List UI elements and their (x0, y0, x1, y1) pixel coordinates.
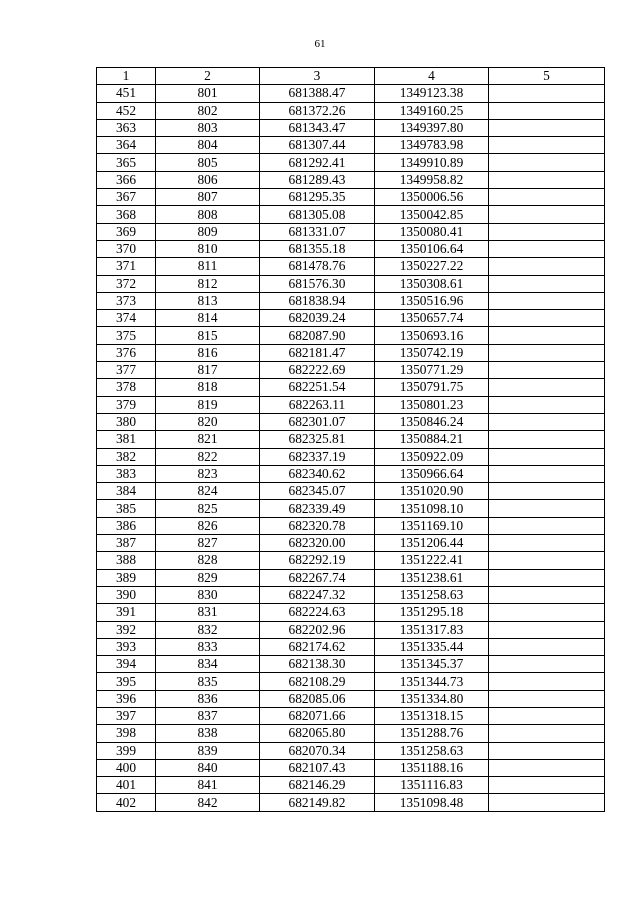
table-row (97, 742, 605, 759)
cell-col-5 (489, 240, 605, 257)
cell-col-1: 366 (97, 171, 156, 188)
cell-col-2: 837 (156, 707, 260, 724)
cell-col-2: 804 (156, 137, 260, 154)
cell-col-3: 682320.00 (260, 535, 375, 552)
cell-col-5 (489, 275, 605, 292)
cell-col-3: 681343.47 (260, 119, 375, 136)
cell-col-2: 809 (156, 223, 260, 240)
cell-col-1: 385 (97, 500, 156, 517)
cell-col-2: 834 (156, 656, 260, 673)
table-body (97, 85, 605, 811)
cell-col-2: 825 (156, 500, 260, 517)
table-row (97, 189, 605, 206)
cell-col-3: 681289.43 (260, 171, 375, 188)
table-row (97, 102, 605, 119)
cell-col-1: 381 (97, 431, 156, 448)
cell-col-1: 367 (97, 189, 156, 206)
cell-col-2: 806 (156, 171, 260, 188)
table-row (97, 362, 605, 379)
cell-col-2: 831 (156, 604, 260, 621)
cell-col-4: 1350080.41 (375, 223, 489, 240)
cell-col-3: 681331.07 (260, 223, 375, 240)
cell-col-4: 1349397.80 (375, 119, 489, 136)
cell-col-2: 817 (156, 362, 260, 379)
table-row (97, 535, 605, 552)
table-row (97, 154, 605, 171)
cell-col-2: 816 (156, 344, 260, 361)
cell-col-2: 808 (156, 206, 260, 223)
cell-col-1: 377 (97, 362, 156, 379)
cell-col-4: 1351318.15 (375, 707, 489, 724)
cell-col-2: 826 (156, 517, 260, 534)
cell-col-1: 370 (97, 240, 156, 257)
cell-col-1: 393 (97, 638, 156, 655)
cell-col-3: 681576.30 (260, 275, 375, 292)
column-header-1: 1 (97, 68, 156, 85)
cell-col-4: 1350801.23 (375, 396, 489, 413)
cell-col-3: 682345.07 (260, 483, 375, 500)
cell-col-3: 682251.54 (260, 379, 375, 396)
cell-col-5 (489, 552, 605, 569)
cell-col-4: 1349910.89 (375, 154, 489, 171)
cell-col-3: 682070.34 (260, 742, 375, 759)
cell-col-1: 392 (97, 621, 156, 638)
cell-col-1: 374 (97, 310, 156, 327)
cell-col-4: 1351222.41 (375, 552, 489, 569)
cell-col-5 (489, 362, 605, 379)
cell-col-5 (489, 517, 605, 534)
cell-col-5 (489, 171, 605, 188)
cell-col-1: 391 (97, 604, 156, 621)
table-row (97, 344, 605, 361)
table-row (97, 223, 605, 240)
cell-col-4: 1351335.44 (375, 638, 489, 655)
cell-col-5 (489, 189, 605, 206)
table-row (97, 483, 605, 500)
cell-col-2: 828 (156, 552, 260, 569)
cell-col-3: 682108.29 (260, 673, 375, 690)
cell-col-2: 820 (156, 413, 260, 430)
cell-col-4: 1351317.83 (375, 621, 489, 638)
cell-col-3: 682146.29 (260, 777, 375, 794)
cell-col-3: 681372.26 (260, 102, 375, 119)
cell-col-3: 681295.35 (260, 189, 375, 206)
cell-col-4: 1349958.82 (375, 171, 489, 188)
cell-col-1: 401 (97, 777, 156, 794)
table-row (97, 707, 605, 724)
cell-col-1: 371 (97, 258, 156, 275)
cell-col-2: 839 (156, 742, 260, 759)
cell-col-5 (489, 206, 605, 223)
cell-col-1: 399 (97, 742, 156, 759)
cell-col-4: 1350742.19 (375, 344, 489, 361)
cell-col-3: 682087.90 (260, 327, 375, 344)
cell-col-2: 829 (156, 569, 260, 586)
cell-col-2: 811 (156, 258, 260, 275)
cell-col-2: 814 (156, 310, 260, 327)
table-row (97, 137, 605, 154)
cell-col-1: 395 (97, 673, 156, 690)
cell-col-5 (489, 759, 605, 776)
cell-col-3: 682181.47 (260, 344, 375, 361)
table-row (97, 586, 605, 603)
cell-col-5 (489, 431, 605, 448)
cell-col-4: 1351295.18 (375, 604, 489, 621)
cell-col-2: 807 (156, 189, 260, 206)
cell-col-1: 373 (97, 292, 156, 309)
cell-col-5 (489, 465, 605, 482)
cell-col-4: 1351098.48 (375, 794, 489, 811)
cell-col-2: 801 (156, 85, 260, 102)
cell-col-1: 380 (97, 413, 156, 430)
cell-col-3: 682071.66 (260, 707, 375, 724)
cell-col-2: 810 (156, 240, 260, 257)
cell-col-2: 812 (156, 275, 260, 292)
cell-col-4: 1351116.83 (375, 777, 489, 794)
cell-col-1: 378 (97, 379, 156, 396)
cell-col-4: 1350846.24 (375, 413, 489, 430)
table-row (97, 517, 605, 534)
cell-col-1: 397 (97, 707, 156, 724)
cell-col-2: 805 (156, 154, 260, 171)
cell-col-3: 682222.69 (260, 362, 375, 379)
cell-col-5 (489, 396, 605, 413)
cell-col-1: 376 (97, 344, 156, 361)
cell-col-1: 387 (97, 535, 156, 552)
table-row (97, 604, 605, 621)
cell-col-4: 1349123.38 (375, 85, 489, 102)
cell-col-3: 682085.06 (260, 690, 375, 707)
cell-col-5 (489, 327, 605, 344)
cell-col-5 (489, 586, 605, 603)
cell-col-1: 383 (97, 465, 156, 482)
cell-col-1: 388 (97, 552, 156, 569)
cell-col-4: 1351020.90 (375, 483, 489, 500)
table-row (97, 500, 605, 517)
cell-col-3: 682247.32 (260, 586, 375, 603)
cell-col-3: 682320.78 (260, 517, 375, 534)
cell-col-3: 682065.80 (260, 725, 375, 742)
cell-col-5 (489, 137, 605, 154)
table-row (97, 448, 605, 465)
table-row (97, 85, 605, 102)
cell-col-3: 682340.62 (260, 465, 375, 482)
cell-col-1: 402 (97, 794, 156, 811)
cell-col-4: 1350006.56 (375, 189, 489, 206)
table-row (97, 119, 605, 136)
cell-col-4: 1350106.64 (375, 240, 489, 257)
cell-col-2: 822 (156, 448, 260, 465)
cell-col-5 (489, 535, 605, 552)
cell-col-5 (489, 794, 605, 811)
cell-col-5 (489, 258, 605, 275)
cell-col-5 (489, 638, 605, 655)
cell-col-2: 838 (156, 725, 260, 742)
cell-col-1: 364 (97, 137, 156, 154)
cell-col-4: 1351344.73 (375, 673, 489, 690)
table-row (97, 673, 605, 690)
column-header-5: 5 (489, 68, 605, 85)
cell-col-3: 682267.74 (260, 569, 375, 586)
cell-col-3: 682337.19 (260, 448, 375, 465)
table-row (97, 725, 605, 742)
cell-col-1: 384 (97, 483, 156, 500)
table-row (97, 465, 605, 482)
table-row (97, 275, 605, 292)
cell-col-3: 682325.81 (260, 431, 375, 448)
table-row (97, 240, 605, 257)
cell-col-4: 1351345.37 (375, 656, 489, 673)
cell-col-3: 682263.11 (260, 396, 375, 413)
cell-col-5 (489, 379, 605, 396)
cell-col-5 (489, 604, 605, 621)
cell-col-2: 823 (156, 465, 260, 482)
cell-col-5 (489, 344, 605, 361)
cell-col-2: 824 (156, 483, 260, 500)
column-header-3: 3 (260, 68, 375, 85)
cell-col-1: 375 (97, 327, 156, 344)
cell-col-4: 1351098.10 (375, 500, 489, 517)
cell-col-1: 365 (97, 154, 156, 171)
table-row (97, 310, 605, 327)
cell-col-5 (489, 690, 605, 707)
cell-col-4: 1351288.76 (375, 725, 489, 742)
cell-col-5 (489, 656, 605, 673)
cell-col-5 (489, 500, 605, 517)
cell-col-1: 369 (97, 223, 156, 240)
cell-col-4: 1349783.98 (375, 137, 489, 154)
table-row (97, 759, 605, 776)
table-row (97, 638, 605, 655)
cell-col-1: 398 (97, 725, 156, 742)
cell-col-3: 681838.94 (260, 292, 375, 309)
cell-col-2: 813 (156, 292, 260, 309)
table-row (97, 552, 605, 569)
cell-col-4: 1350516.96 (375, 292, 489, 309)
table-row (97, 292, 605, 309)
cell-col-4: 1351334.80 (375, 690, 489, 707)
cell-col-3: 682107.43 (260, 759, 375, 776)
cell-col-5 (489, 725, 605, 742)
table-row (97, 656, 605, 673)
cell-col-4: 1349160.25 (375, 102, 489, 119)
cell-col-2: 841 (156, 777, 260, 794)
cell-col-1: 400 (97, 759, 156, 776)
cell-col-4: 1351206.44 (375, 535, 489, 552)
cell-col-5 (489, 777, 605, 794)
cell-col-1: 363 (97, 119, 156, 136)
cell-col-2: 842 (156, 794, 260, 811)
coordinates-table (96, 67, 605, 812)
cell-col-5 (489, 448, 605, 465)
table-header-row (97, 68, 605, 85)
cell-col-1: 382 (97, 448, 156, 465)
cell-col-2: 840 (156, 759, 260, 776)
cell-col-4: 1351169.10 (375, 517, 489, 534)
table-row (97, 258, 605, 275)
cell-col-4: 1350791.75 (375, 379, 489, 396)
table-row (97, 690, 605, 707)
table-row (97, 794, 605, 811)
cell-col-4: 1350308.61 (375, 275, 489, 292)
cell-col-3: 682292.19 (260, 552, 375, 569)
cell-col-2: 827 (156, 535, 260, 552)
cell-col-5 (489, 310, 605, 327)
cell-col-3: 681307.44 (260, 137, 375, 154)
cell-col-5 (489, 413, 605, 430)
table-row (97, 379, 605, 396)
cell-col-3: 682039.24 (260, 310, 375, 327)
cell-col-4: 1350771.29 (375, 362, 489, 379)
cell-col-4: 1350657.74 (375, 310, 489, 327)
cell-col-4: 1351258.63 (375, 742, 489, 759)
cell-col-1: 396 (97, 690, 156, 707)
table-row (97, 327, 605, 344)
table-row (97, 777, 605, 794)
cell-col-4: 1351188.16 (375, 759, 489, 776)
cell-col-3: 682202.96 (260, 621, 375, 638)
cell-col-3: 681478.76 (260, 258, 375, 275)
table-row (97, 431, 605, 448)
cell-col-5 (489, 223, 605, 240)
cell-col-5 (489, 742, 605, 759)
column-header-4: 4 (375, 68, 489, 85)
cell-col-2: 803 (156, 119, 260, 136)
cell-col-1: 386 (97, 517, 156, 534)
table-row (97, 621, 605, 638)
cell-col-4: 1350042.85 (375, 206, 489, 223)
cell-col-2: 833 (156, 638, 260, 655)
cell-col-5 (489, 707, 605, 724)
cell-col-1: 394 (97, 656, 156, 673)
cell-col-3: 681355.18 (260, 240, 375, 257)
cell-col-5 (489, 621, 605, 638)
cell-col-4: 1350227.22 (375, 258, 489, 275)
cell-col-3: 682301.07 (260, 413, 375, 430)
cell-col-2: 802 (156, 102, 260, 119)
cell-col-1: 451 (97, 85, 156, 102)
cell-col-3: 681305.08 (260, 206, 375, 223)
cell-col-4: 1350693.16 (375, 327, 489, 344)
cell-col-1: 452 (97, 102, 156, 119)
table-row (97, 171, 605, 188)
cell-col-3: 681388.47 (260, 85, 375, 102)
cell-col-3: 681292.41 (260, 154, 375, 171)
cell-col-5 (489, 569, 605, 586)
cell-col-5 (489, 154, 605, 171)
cell-col-1: 379 (97, 396, 156, 413)
cell-col-2: 821 (156, 431, 260, 448)
cell-col-3: 682174.62 (260, 638, 375, 655)
cell-col-5 (489, 673, 605, 690)
table-row (97, 396, 605, 413)
cell-col-1: 389 (97, 569, 156, 586)
cell-col-5 (489, 119, 605, 136)
cell-col-3: 682149.82 (260, 794, 375, 811)
cell-col-1: 368 (97, 206, 156, 223)
table-row (97, 206, 605, 223)
cell-col-5 (489, 292, 605, 309)
cell-col-5 (489, 102, 605, 119)
cell-col-4: 1351258.63 (375, 586, 489, 603)
cell-col-5 (489, 85, 605, 102)
cell-col-4: 1350922.09 (375, 448, 489, 465)
table-row (97, 569, 605, 586)
cell-col-2: 819 (156, 396, 260, 413)
cell-col-4: 1351238.61 (375, 569, 489, 586)
cell-col-3: 682224.63 (260, 604, 375, 621)
cell-col-3: 682339.49 (260, 500, 375, 517)
table-row (97, 413, 605, 430)
cell-col-2: 830 (156, 586, 260, 603)
cell-col-1: 390 (97, 586, 156, 603)
cell-col-2: 835 (156, 673, 260, 690)
cell-col-2: 818 (156, 379, 260, 396)
column-header-2: 2 (156, 68, 260, 85)
cell-col-2: 832 (156, 621, 260, 638)
page-number: 61 (314, 38, 326, 50)
cell-col-4: 1350966.64 (375, 465, 489, 482)
cell-col-2: 836 (156, 690, 260, 707)
cell-col-4: 1350884.21 (375, 431, 489, 448)
cell-col-5 (489, 483, 605, 500)
cell-col-2: 815 (156, 327, 260, 344)
cell-col-3: 682138.30 (260, 656, 375, 673)
cell-col-1: 372 (97, 275, 156, 292)
